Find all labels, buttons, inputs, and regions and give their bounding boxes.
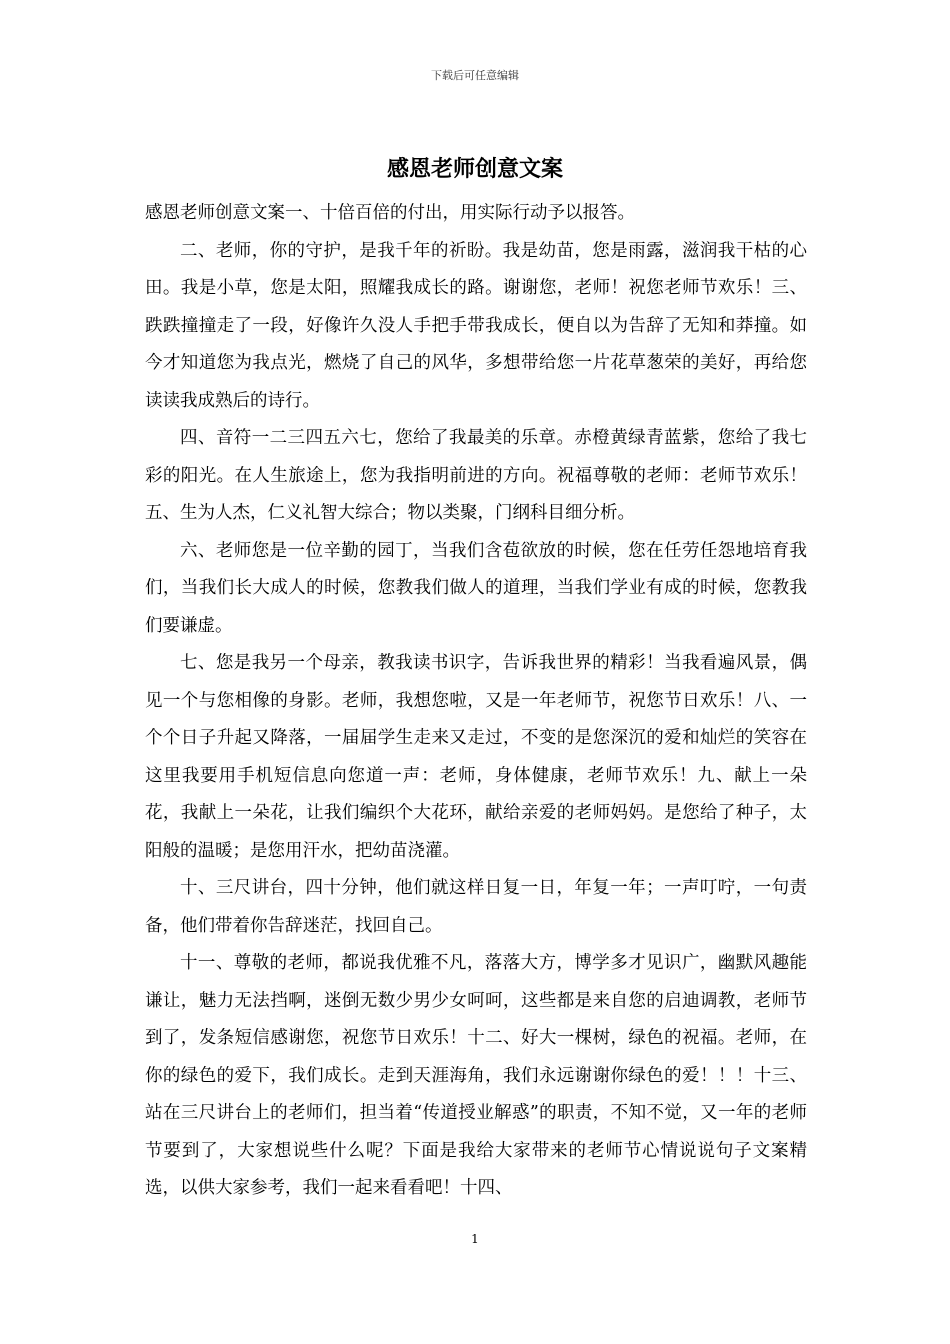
page-number: 1 bbox=[471, 1232, 479, 1246]
paragraph-7: 七、您是我另一个母亲，教我读书识字，告诉我世界的精彩！当我看遍风景，偶见一个与您相像的身影。老师，我想您啦，又是一年老师节，祝您节日欢乐！八、一个个日子升起又降落，一届届学生走来又走过，不变的是您深沉的爱和灿烂的笑容在这里我要用手机短信息向您道一声：老师，身体健康，老师节欢乐！九、献上一朵花，我献上一朵花，让我们编织个大花环，献给亲爱的老师妈妈。是您给了种子，太阳般的温暖；是您用汗水，把幼苗浇灌。 bbox=[145, 653, 807, 861]
document-body bbox=[145, 195, 807, 1208]
paragraph-intro: 感恩老师创意文案一、十倍百倍的付出，用实际行动予以报答。 bbox=[145, 203, 635, 223]
header-note: 下载后可任意编辑 bbox=[431, 69, 519, 82]
paragraph-4: 四、音符一二三四五六七，您给了我最美的乐章。赤橙黄绿青蓝紫，您给了我七彩的阳光。在人生旅途上，您为我指明前进的方向。祝福尊敬的老师：老师节欢乐！五、生为人杰，仁义礼智大综合；物以类聚，门纲科目细分析。 bbox=[145, 428, 807, 523]
paragraph-2: 二、老师，你的守护，是我千年的祈盼。我是幼苗，您是雨露，滋润我干枯的心田。我是小草，您是太阳，照耀我成长的路。谢谢您，老师！祝您老师节欢乐！三、跌跌撞撞走了一段，好像许久没人手把手带我成长，便自以为告辞了无知和莽撞。如今才知道您为我点光，燃烧了自己的风华，多想带给您一片花草葱荣的美好，再给您读读我成熟后的诗行。 bbox=[145, 240, 807, 411]
paragraph-10: 十、三尺讲台，四十分钟，他们就这样日复一日，年复一年；一声叮咛，一句责备，他们带着你告辞迷茫，找回自己。 bbox=[145, 878, 807, 936]
paragraph-11: 十一、尊敬的老师，都说我优雅不凡，落落大方，博学多才见识广，幽默风趣能谦让，魅力无法挡啊，迷倒无数少男少女呵呵，这些都是来自您的启迪调教，老师节到了，发条短信感谢您，祝您节日欢乐！十二、好大一棵树，绿色的祝福。老师，在你的绿色的爱下，我们成长。走到天涯海角，我们永远谢谢你绿色的爱！！！十三、站在三尺讲台上的老师们，担当着“传道授业解惑”的职责，不知不觉，又一年的老师节要到了，大家想说些什么呢？下面是我给大家带来的老师节心情说说句子文案精选，以供大家参考，我们一起来看看吧！十四、 bbox=[145, 953, 807, 1198]
paragraph-6: 六、老师您是一位辛勤的园丁，当我们含苞欲放的时候，您在任劳任怨地培育我们，当我们长大成人的时候，您教我们做人的道理，当我们学业有成的时候，您教我们要谦虚。 bbox=[145, 540, 807, 636]
document-title: 感恩老师创意文案 bbox=[386, 156, 563, 182]
